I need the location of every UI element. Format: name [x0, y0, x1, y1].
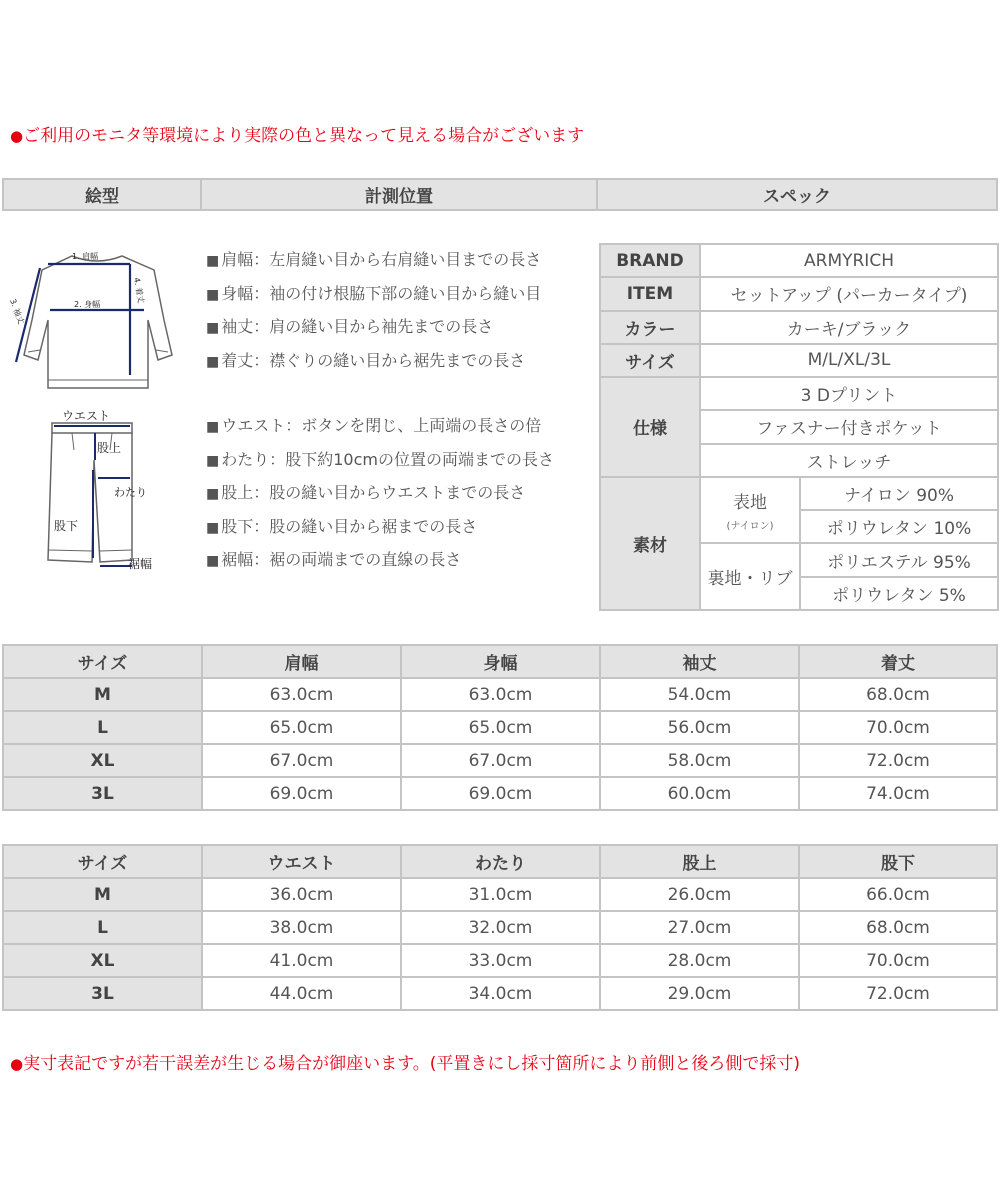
measure-list-top — [206, 243, 598, 377]
spec-lining-value: ポリウレタン 5% — [800, 577, 998, 610]
section-header-table — [2, 178, 998, 211]
measure-item: ■ 着丈：襟ぐりの縫い目から裾先までの長さ — [206, 350, 526, 370]
header-spec: スペック — [597, 179, 997, 210]
top-size-table — [2, 644, 998, 811]
measure-item: ■ 股下：股の縫い目から裾までの長さ — [206, 516, 478, 536]
label-length: 4. 着丈 — [132, 276, 146, 305]
col-header: サイズ — [3, 645, 202, 678]
header-illustration: 絵型 — [3, 179, 201, 210]
spec-outer-label: 表地 (ナイロン) — [700, 477, 800, 544]
label-inseam: 股下 — [54, 519, 79, 533]
col-header: 着丈 — [799, 645, 997, 678]
spec-outer-value: ナイロン 90% — [800, 477, 998, 510]
spec-brand-value: ARMYRICH — [700, 244, 998, 277]
col-header: 股上 — [600, 845, 799, 878]
col-header: 身幅 — [401, 645, 600, 678]
top-garment-icon — [24, 256, 172, 388]
table-row: 3L 44.0cm 34.0cm 29.0cm 72.0cm — [3, 977, 997, 1010]
spec-feature-value: 3 Dプリント — [700, 377, 998, 410]
garment-illustration — [2, 240, 197, 580]
spec-lining-value: ポリエステル 95% — [800, 543, 998, 576]
spec-color-value: カーキ/ブラック — [700, 311, 998, 344]
col-header: 袖丈 — [600, 645, 799, 678]
measure-item: ■ わたり：股下約10cmの位置の両端までの長さ — [206, 449, 554, 469]
label-sleeve: 3. 袖丈 — [8, 297, 26, 326]
measure-item: ■ 身幅：袖の付け根脇下部の縫い目から縫い目 — [206, 283, 542, 303]
spec-lining-label: 裏地・リブ — [700, 543, 800, 610]
spec-size-label: サイズ — [600, 344, 700, 377]
col-header: 肩幅 — [202, 645, 401, 678]
measure-item: ■ 股上：股の縫い目からウエストまでの長さ — [206, 483, 526, 502]
measure-item: ■ 肩幅：左肩縫い目から右肩縫い目までの長さ — [206, 250, 542, 269]
spec-size-value: M/L/XL/3L — [700, 344, 998, 377]
color-disclaimer-note: ●ご利用のモニタ等環境により実際の色と異なって見える場合がございます — [10, 126, 585, 146]
table-row: XL 67.0cm 67.0cm 58.0cm 72.0cm — [3, 744, 997, 777]
spec-feature-label: 仕様 — [600, 377, 700, 477]
measure-item: ■ ウエスト：ボタンを閉じ、上両端の長さの倍 — [206, 416, 542, 435]
label-thigh: わたり — [114, 486, 147, 499]
header-measure-position: 計測位置 — [201, 179, 597, 210]
col-header: 股下 — [799, 845, 997, 878]
table-row: L 65.0cm 65.0cm 56.0cm 70.0cm — [3, 711, 997, 744]
bottom-size-table — [2, 844, 998, 1011]
spec-material-label: 素材 — [600, 477, 700, 610]
table-row: L 38.0cm 32.0cm 27.0cm 68.0cm — [3, 911, 997, 944]
label-rise: 股上 — [97, 441, 122, 455]
measure-item: ■ 袖丈：肩の縫い目から袖先までの長さ — [206, 317, 494, 336]
table-row: M 63.0cm 63.0cm 54.0cm 68.0cm — [3, 678, 997, 711]
red-bullet-icon: ● — [10, 1055, 24, 1073]
spec-table — [599, 243, 999, 611]
spec-color-label: カラー — [600, 311, 700, 344]
spec-feature-value: ストレッチ — [700, 444, 998, 477]
col-header: サイズ — [3, 845, 202, 878]
spec-item-label: ITEM — [600, 277, 700, 310]
measure-list-bottom — [206, 409, 598, 577]
table-row: M 36.0cm 31.0cm 26.0cm 66.0cm — [3, 878, 997, 911]
spec-feature-value: ファスナー付きポケット — [700, 410, 998, 443]
label-shoulder: 1. 肩幅 — [72, 252, 99, 261]
measure-item: ■ 裾幅：裾の両端までの直線の長さ — [206, 550, 462, 569]
table-row: XL 41.0cm 33.0cm 28.0cm 70.0cm — [3, 944, 997, 977]
spec-brand-label: BRAND — [600, 244, 700, 277]
red-bullet-icon: ● — [10, 127, 24, 145]
spec-outer-value: ポリウレタン 10% — [800, 510, 998, 543]
measurement-error-note: ●実寸表記ですが若干誤差が生じる場合が御座います。(平置きにし採寸箇所により前側と後ろ側で採寸) — [10, 1054, 800, 1074]
col-header: わたり — [401, 845, 600, 878]
table-row: 3L 69.0cm 69.0cm 60.0cm 74.0cm — [3, 777, 997, 810]
label-body-width: 2. 身幅 — [74, 300, 101, 309]
label-hem: 裾幅 — [128, 557, 153, 571]
spec-item-value: セットアップ (パーカータイプ) — [700, 277, 998, 310]
label-waist: ウエスト — [62, 409, 111, 423]
col-header: ウエスト — [202, 845, 401, 878]
